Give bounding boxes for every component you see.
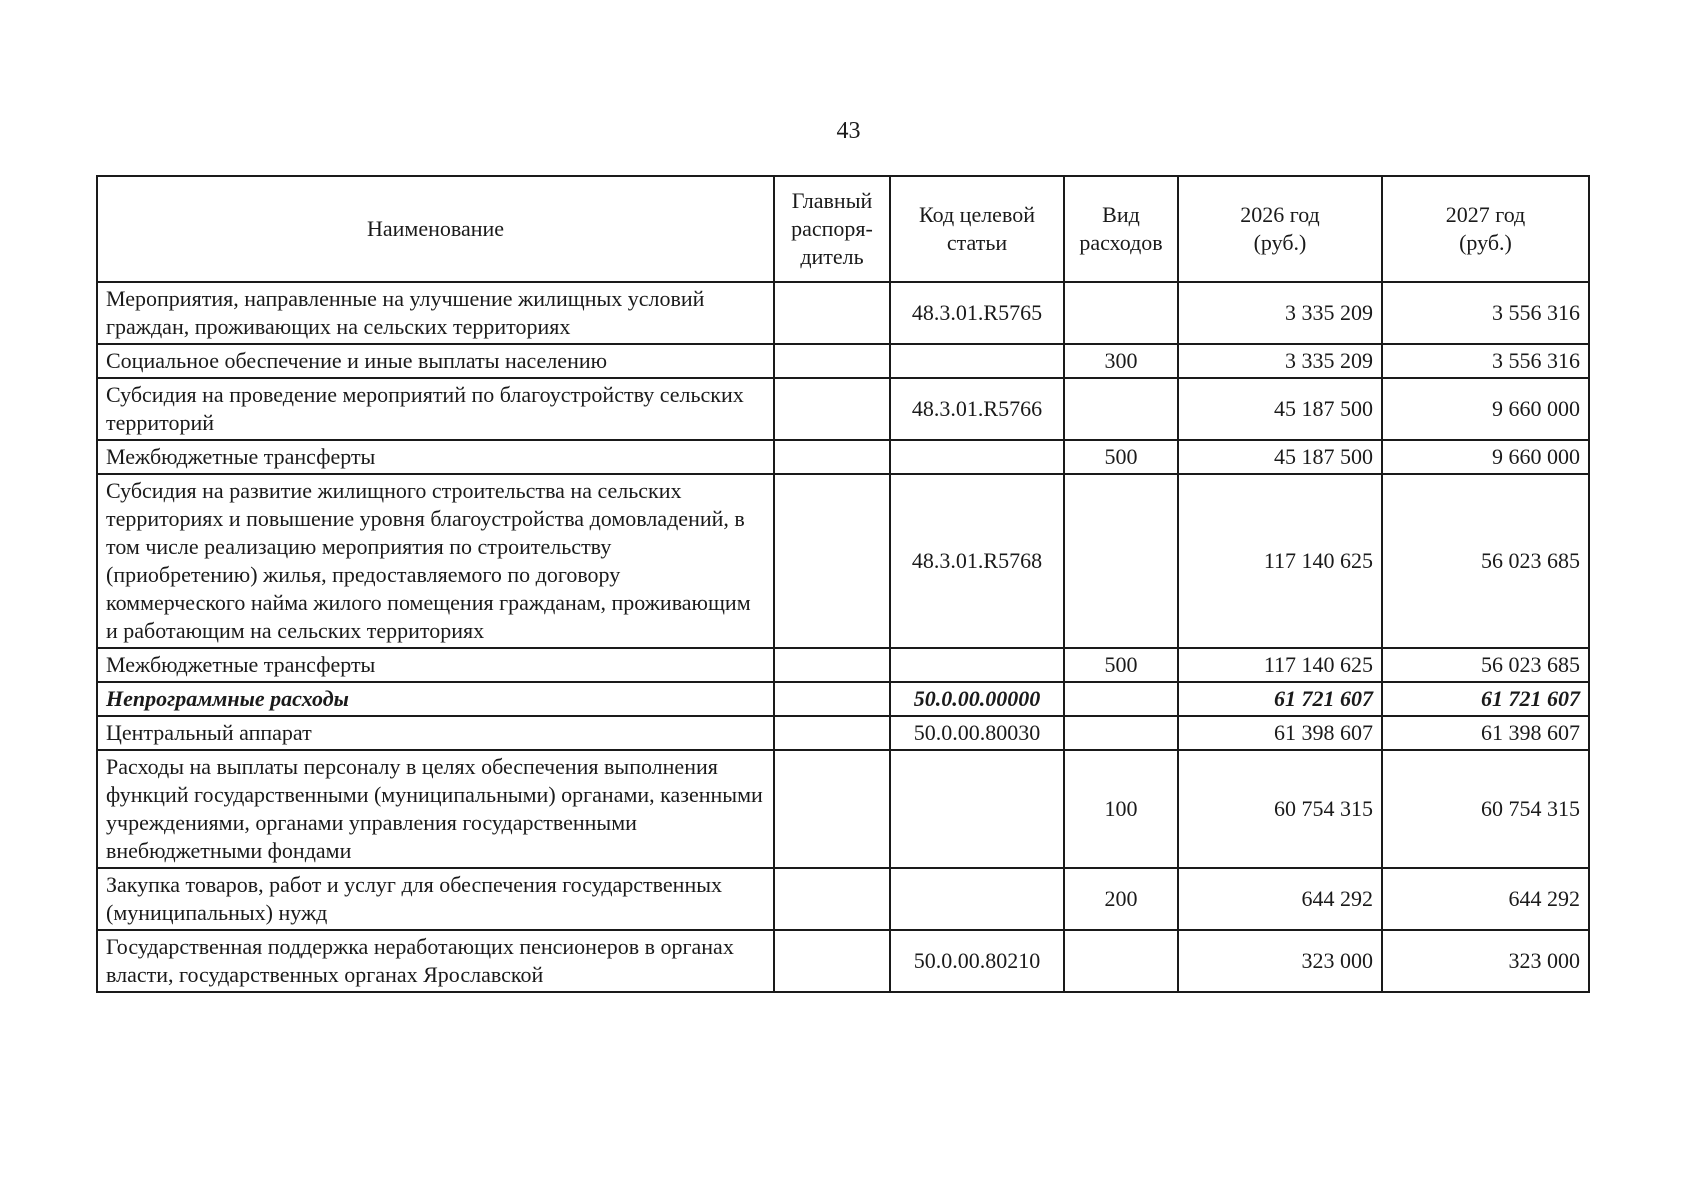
header-grbs-line1: Главный [791,188,873,213]
header-grbs [774,176,890,282]
cell-2027: 9 660 000 [1382,440,1589,474]
header-2026-line1: 2026 год [1240,202,1320,227]
cell-vr [1064,930,1178,992]
cell-grbs [774,682,890,716]
cell-2026: 323 000 [1178,930,1382,992]
cell-2026: 60 754 315 [1178,750,1382,868]
header-grbs-line3: дитель [800,244,864,269]
cell-2026: 45 187 500 [1178,440,1382,474]
cell-vr [1064,716,1178,750]
cell-vr [1064,282,1178,344]
table-row [97,868,1589,930]
cell-code [890,440,1064,474]
cell-2027: 323 000 [1382,930,1589,992]
header-2027-line1: 2027 год [1445,202,1526,227]
cell-name: Социальное обеспечение и иные выплаты населению [97,344,774,378]
cell-2026: 45 187 500 [1178,378,1382,440]
cell-name: Закупка товаров, работ и услуг для обеспечения государственных (муниципальных) нужд [97,868,774,930]
table-row [97,344,1589,378]
cell-code: 50.0.00.00000 [890,682,1064,716]
cell-code [890,868,1064,930]
cell-grbs [774,378,890,440]
cell-name: Центральный аппарат [97,716,774,750]
cell-grbs [774,440,890,474]
cell-2027: 61 721 607 [1382,682,1589,716]
cell-name: Субсидия на развитие жилищного строительства на сельских территориях и повышение уровня благоустройства домовладений, в том числе реализацию мероприятия по строительству (приобретению) жилья, предоставляемого по договору коммерческого найма жилого помещения гражданам, проживающим и работающим на сельских территориях [97,474,774,648]
cell-2027: 60 754 315 [1382,750,1589,868]
budget-table [96,175,1590,993]
header-2027 [1382,176,1589,282]
table-row [97,282,1589,344]
cell-code: 50.0.00.80210 [890,930,1064,992]
cell-2026: 117 140 625 [1178,648,1382,682]
cell-grbs [774,648,890,682]
cell-name: Субсидия на проведение мероприятий по благоустройству сельских территорий [97,378,774,440]
cell-2026: 61 721 607 [1178,682,1382,716]
cell-name: Непрограммные расходы [97,682,774,716]
cell-vr [1064,474,1178,648]
cell-grbs [774,868,890,930]
cell-grbs [774,344,890,378]
cell-code [890,344,1064,378]
cell-vr: 300 [1064,344,1178,378]
cell-grbs [774,716,890,750]
cell-name: Межбюджетные трансферты [97,648,774,682]
cell-grbs [774,750,890,868]
cell-code [890,648,1064,682]
header-code [890,176,1064,282]
cell-code: 50.0.00.80030 [890,716,1064,750]
cell-name: Расходы на выплаты персоналу в целях обеспечения выполнения функций государственными (муниципальными) органами, казенными учреждениями, органами управления государственными внебюджетными фондами [97,750,774,868]
table-row [97,716,1589,750]
cell-2026: 644 292 [1178,868,1382,930]
cell-2027: 9 660 000 [1382,378,1589,440]
header-vr [1064,176,1178,282]
cell-vr: 500 [1064,648,1178,682]
cell-code: 48.3.01.R5765 [890,282,1064,344]
cell-2027: 3 556 316 [1382,344,1589,378]
header-name: Наименование [97,176,774,282]
cell-grbs [774,474,890,648]
header-row [97,176,1589,282]
header-code-line2: статьи [946,230,1008,255]
header-2027-line2: (руб.) [1459,230,1512,255]
table-row [97,378,1589,440]
header-vr-line1: Вид [1102,202,1140,227]
cell-code: 48.3.01.R5766 [890,378,1064,440]
header-2026 [1178,176,1382,282]
cell-grbs [774,930,890,992]
cell-2026: 3 335 209 [1178,282,1382,344]
cell-vr: 200 [1064,868,1178,930]
cell-2026: 61 398 607 [1178,716,1382,750]
page-number: 43 [836,118,861,144]
cell-vr: 100 [1064,750,1178,868]
cell-name: Мероприятия, направленные на улучшение жилищных условий граждан, проживающих на сельских территориях [97,282,774,344]
cell-vr [1064,682,1178,716]
cell-code: 48.3.01.R5768 [890,474,1064,648]
table-row [97,750,1589,868]
table-row [97,474,1589,648]
cell-name: Государственная поддержка неработающих пенсионеров в органах власти, государственных органах Ярославской [97,930,774,992]
cell-2027: 3 556 316 [1382,282,1589,344]
table-row-total [97,682,1589,716]
cell-code [890,750,1064,868]
cell-2026: 3 335 209 [1178,344,1382,378]
table-row [97,440,1589,474]
cell-2026: 117 140 625 [1178,474,1382,648]
header-vr-line2: расходов [1079,230,1163,255]
table-row [97,930,1589,992]
cell-vr: 500 [1064,440,1178,474]
cell-2027: 644 292 [1382,868,1589,930]
cell-2027: 56 023 685 [1382,474,1589,648]
cell-name: Межбюджетные трансферты [97,440,774,474]
table-row [97,648,1589,682]
header-grbs-line2: распоря- [791,216,873,241]
cell-vr [1064,378,1178,440]
header-2026-line2: (руб.) [1253,230,1307,255]
cell-2027: 61 398 607 [1382,716,1589,750]
header-code-line1: Код целевой [919,202,1035,227]
cell-2027: 56 023 685 [1382,648,1589,682]
cell-grbs [774,282,890,344]
